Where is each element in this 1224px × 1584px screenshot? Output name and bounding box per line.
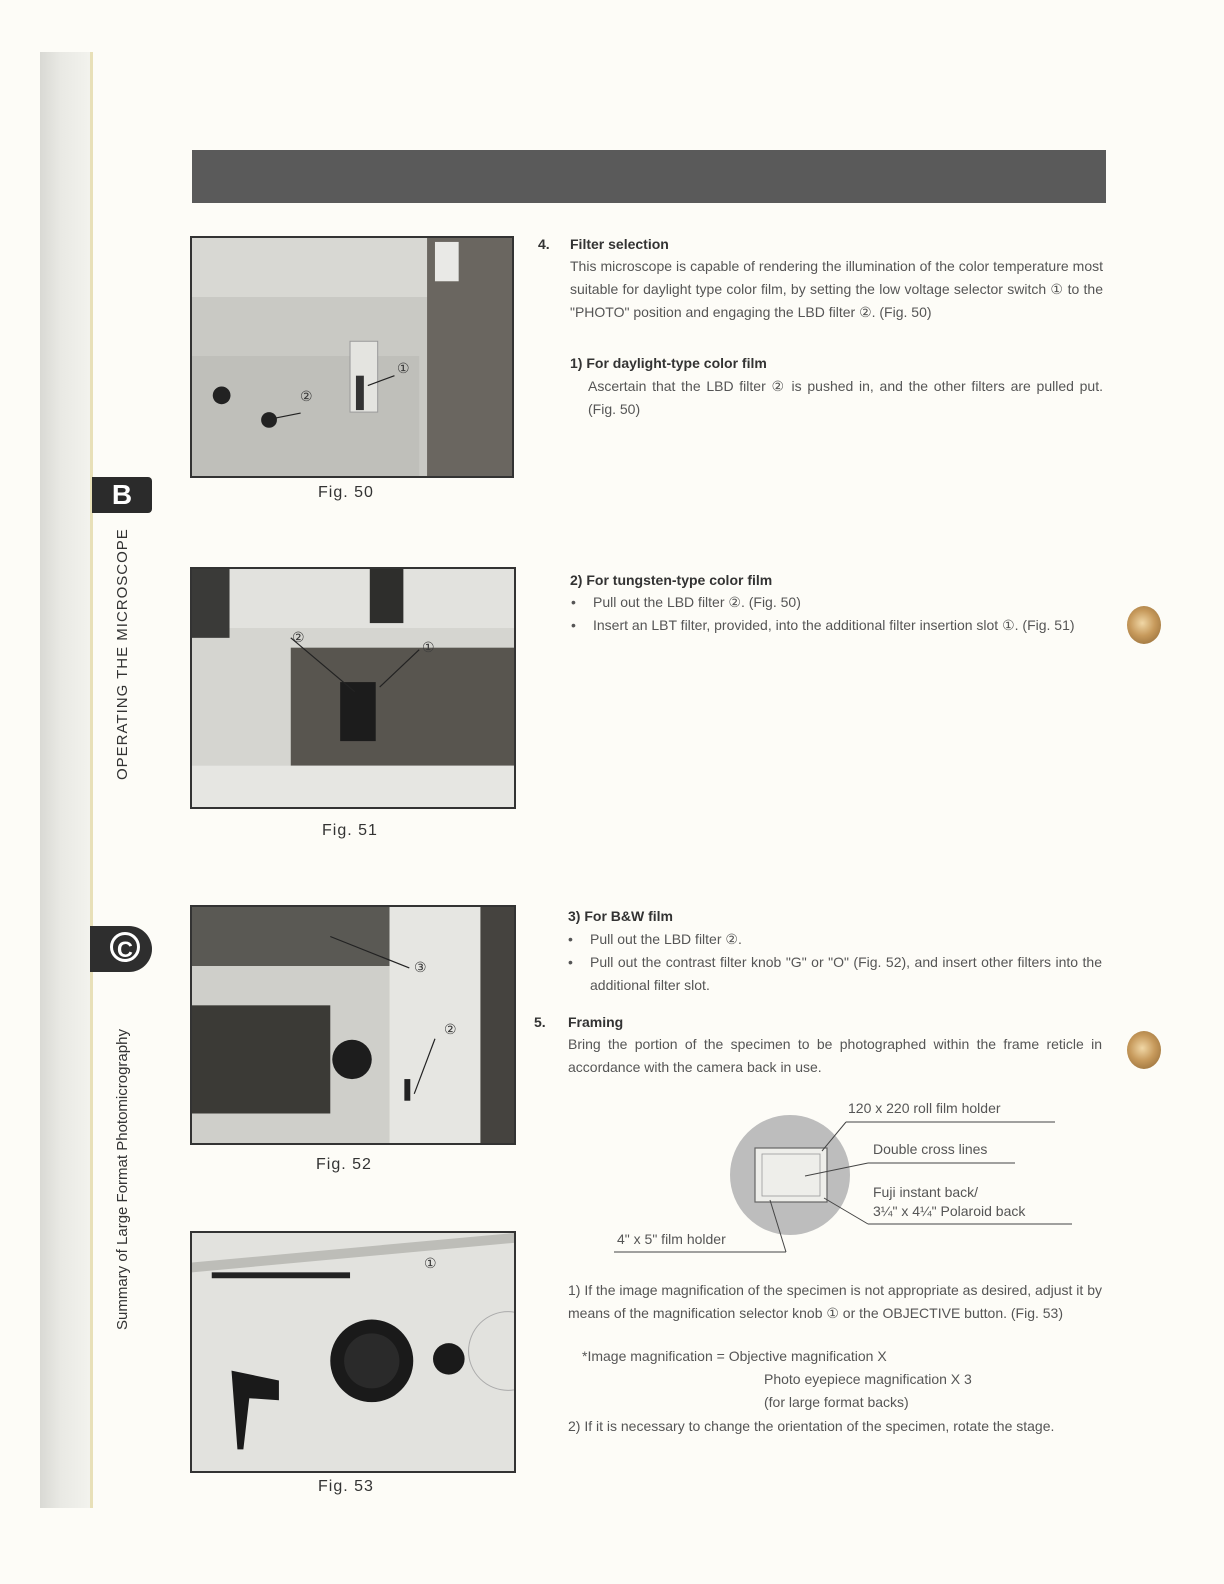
tungsten-film-title: 2) For tungsten-type color film bbox=[570, 572, 773, 588]
section-5-number: 5. bbox=[534, 1014, 546, 1030]
binder-hole bbox=[1127, 1031, 1161, 1069]
bw-item-1-text: Pull out the LBD filter ②. bbox=[590, 931, 742, 947]
tungsten-list-item: • Pull out the LBD filter ②. (Fig. 50) bbox=[571, 594, 801, 610]
figure-50-photo bbox=[190, 236, 514, 478]
label-roll-film-holder: 120 x 220 roll film holder bbox=[848, 1100, 1001, 1116]
fig53-callout-1: ① bbox=[424, 1255, 437, 1271]
label-polaroid-back: 3¼" x 4¼" Polaroid back bbox=[873, 1203, 1026, 1219]
label-double-cross-lines: Double cross lines bbox=[873, 1141, 988, 1157]
daylight-film-title: 1) For daylight-type color film bbox=[570, 355, 767, 371]
section-4-title: Filter selection bbox=[570, 236, 669, 252]
page-edge-line bbox=[90, 52, 93, 1508]
fig51-callout-1: ① bbox=[422, 639, 435, 655]
formula-line-3: (for large format backs) bbox=[764, 1394, 909, 1410]
tungsten-item-2-text: Insert an LBT filter, provided, into the additional filter insertion slot ①. (Fig. 51) bbox=[593, 617, 1075, 633]
fig50-callout-1: ① bbox=[397, 360, 410, 376]
figure-52-caption: Fig. 52 bbox=[316, 1156, 372, 1173]
section-5-intro: Bring the portion of the specimen to be photographed within the frame reticle in accordance with the camera back in use. bbox=[568, 1036, 1102, 1075]
fig51-callout-2: ② bbox=[292, 629, 305, 645]
tungsten-list-item: • Insert an LBT filter, provided, into the additional filter insertion slot ①. (Fig. 51) bbox=[571, 617, 1075, 633]
header-bar bbox=[192, 150, 1106, 203]
bw-film-title: 3) For B&W film bbox=[568, 908, 673, 924]
fig52-callout-2: ② bbox=[444, 1021, 457, 1037]
figure-50-caption: Fig. 50 bbox=[318, 484, 374, 501]
section-tab-c bbox=[90, 926, 152, 972]
figure-52-photo bbox=[190, 905, 516, 1145]
section-5-title: Framing bbox=[568, 1014, 624, 1030]
vertical-section-title: OPERATING THE MICROSCOPE bbox=[114, 528, 131, 780]
label-fuji-instant-back: Fuji instant back/ bbox=[873, 1184, 979, 1200]
fig50-callout-2: ② bbox=[300, 388, 313, 404]
tungsten-item-1-text: Pull out the LBD filter ②. (Fig. 50) bbox=[593, 594, 801, 610]
fig52-callout-3: ③ bbox=[414, 959, 427, 975]
bw-list-item: • Pull out the contrast filter knob "G" or "O" (Fig. 52), and insert other filters into the additional filter slot. bbox=[568, 954, 1102, 993]
section-4-number: 4. bbox=[538, 236, 550, 252]
bw-list-item: • Pull out the LBD filter ②. bbox=[568, 931, 742, 947]
vertical-chapter-title: Summary of Large Format Photomicrography bbox=[114, 1029, 131, 1330]
figure-53-caption: Fig. 53 bbox=[318, 1478, 374, 1495]
formula-line-2: Photo eyepiece magnification X 3 bbox=[764, 1371, 972, 1387]
page-edge-strip bbox=[40, 52, 92, 1508]
section-4-intro: This microscope is capable of rendering the illumination of the color temperature most suitable for daylight type color film, by setting the low voltage selector switch ① to the "PHOTO" position and engaging the LBD filter ②. (Fig. 50) bbox=[570, 258, 1103, 320]
tab-c-letter: C bbox=[110, 932, 140, 962]
framing-item-2: 2) If it is necessary to change the orientation of the specimen, rotate the stage. bbox=[568, 1418, 1055, 1434]
figure-51-caption: Fig. 51 bbox=[322, 822, 378, 839]
framing-item-1: 1) If the image magnification of the specimen is not appropriate as desired, adjust it by means of the magnification selector knob ① or the OBJECTIVE button. (Fig. 53) bbox=[568, 1282, 1102, 1321]
bw-item-2-text: Pull out the contrast filter knob "G" or "O" (Fig. 52), and insert other filters into the additional filter slot. bbox=[590, 954, 1102, 993]
section-tab-b: B bbox=[92, 477, 152, 513]
binder-hole bbox=[1127, 606, 1161, 644]
figure-51-photo bbox=[190, 567, 516, 809]
daylight-film-text: Ascertain that the LBD filter ② is pushed in, and the other filters are pulled put. (Fig. 50) bbox=[588, 378, 1103, 417]
formula-line-1: *Image magnification = Objective magnification X bbox=[582, 1348, 887, 1364]
label-4x5-film-holder: 4" x 5" film holder bbox=[617, 1231, 726, 1247]
figure-53-photo bbox=[190, 1231, 516, 1473]
